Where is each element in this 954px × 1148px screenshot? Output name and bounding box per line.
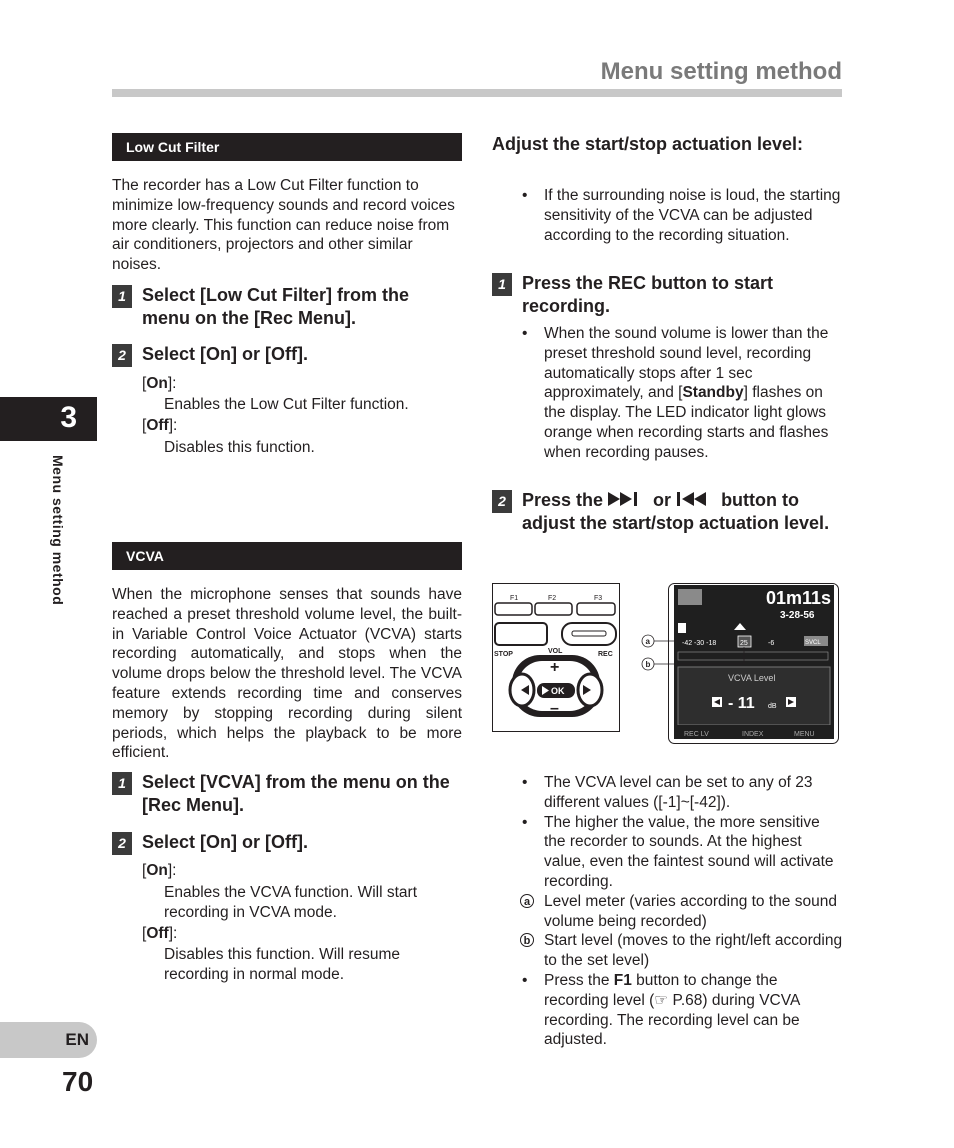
plus-glyph: +	[550, 659, 560, 676]
language-tab	[0, 1022, 97, 1058]
vcva-off-desc: Disables this function. Will resume recording in normal mode.	[164, 946, 401, 983]
meter-scale-label: -42 -30 -18	[682, 640, 717, 647]
meter-mark-label: 25	[740, 640, 748, 647]
vcva-off-label: [Off]:	[142, 925, 178, 942]
f2-key-label: F2	[548, 595, 557, 602]
recorder-buttons-illustration	[492, 583, 620, 732]
section-heading-low-cut: Low Cut Filter	[112, 133, 462, 161]
step-number: 1	[492, 273, 512, 296]
vol-label: VOL	[548, 648, 563, 655]
f3-key-label: F3	[594, 595, 603, 602]
meter-scale-right: -6	[768, 640, 775, 647]
language-label: EN	[65, 1030, 89, 1049]
list-item: • When the sound volume is lower than the preset threshold sound level, recording automatically stops after 1 sec approximately, and [Standby] flashes on the display. The LED indicator light glows orange when recording starts and flashes when recording pauses.	[522, 325, 829, 461]
step-number: 2	[492, 490, 512, 513]
rec-label: REC	[598, 651, 613, 658]
fast-forward-icon	[608, 491, 648, 507]
menu-value: - 11	[728, 695, 755, 712]
callout-b: b	[645, 660, 651, 669]
list-item: • The higher the value, the more sensitive the recorder to sounds. At the highest value, even the faintest sound will activate recording.	[522, 813, 834, 890]
chapter-label	[50, 455, 70, 635]
step-text: Select [Low Cut Filter] from the menu on the [Rec Menu].	[142, 285, 410, 328]
vcva-on-desc: Enables the VCVA function. Will start recording in VCVA mode.	[164, 884, 417, 921]
ok-label: OK	[551, 686, 565, 696]
display-date: 3-28-56	[780, 610, 815, 621]
intro-bullets	[520, 186, 842, 245]
softkey-rec-lv: REC LV	[684, 731, 709, 738]
low-cut-off-label: [Off]:	[142, 417, 178, 434]
section-heading-vcva: VCVA	[112, 542, 462, 570]
softkey-index: INDEX	[742, 731, 764, 738]
list-item: • If the surrounding noise is loud, the starting sensitivity of the VCVA can be adjusted according to the recording situation.	[522, 187, 841, 244]
step-text: Select [VCVA] from the menu on the [Rec Menu].	[142, 772, 450, 815]
right-step-1	[492, 272, 832, 317]
vcva-notes	[520, 773, 844, 1050]
display-time: 01m11s	[766, 588, 832, 608]
step-number: 1	[112, 285, 132, 308]
stop-label: STOP	[494, 651, 513, 658]
display-screen-illustration	[640, 583, 840, 744]
chapter-label-text: Menu setting method	[50, 455, 66, 606]
step1-bullets	[520, 324, 844, 463]
callout-a-mark: a	[520, 894, 534, 908]
step-text: Select [On] or [Off].	[142, 832, 309, 852]
list-item: • The VCVA level can be set to any of 23 different values ([-1]~[-42]).	[522, 774, 813, 811]
vcva-step-2	[112, 831, 452, 855]
low-cut-on-label: [On]:	[142, 375, 177, 392]
menu-title: VCVA Level	[728, 673, 776, 683]
rewind-icon	[676, 491, 716, 507]
step-number: 1	[112, 772, 132, 795]
step-number: 2	[112, 344, 132, 367]
right-step-2	[492, 489, 837, 534]
header-rule	[112, 89, 842, 97]
softkey-menu: MENU	[794, 731, 815, 738]
low-cut-on-desc: Enables the Low Cut Filter function.	[164, 396, 409, 413]
step-text: Press the REC button to start recording.	[522, 273, 774, 316]
callout-b-mark: b	[520, 933, 534, 947]
list-item: a Level meter (varies according to the sound volume being recorded)	[520, 892, 844, 932]
minus-glyph: –	[550, 700, 559, 717]
list-item: b Start level (moves to the right/left according to the set level)	[520, 931, 844, 971]
low-cut-step-2	[112, 343, 452, 367]
step-text: Select [On] or [Off].	[142, 344, 309, 364]
vcva-on-label: [On]:	[142, 862, 177, 879]
display-badge: SVCL	[805, 640, 821, 646]
low-cut-off-desc: Disables this function.	[164, 439, 315, 456]
step-text: Press the or button to adjust the start/stop actuation level.	[522, 490, 830, 533]
low-cut-step-1	[112, 284, 452, 329]
chapter-tab	[0, 397, 97, 441]
vcva-intro: When the microphone senses that sounds have reached a preset threshold volume level, the built-in Variable Control Voice Actuator (VCVA) starts recording automatically, and stops when the volume drops below the threshold level. The VCVA feature extends recording time and conserves memory by stopping recording during silent periods, which helps the playback to be more efficient.	[112, 586, 462, 762]
menu-unit: dB	[768, 703, 777, 710]
callout-a: a	[645, 637, 650, 646]
page-header-title: Menu setting method	[600, 58, 842, 85]
list-item: • Press the F1 button to change the recording level (☞ P.68) during VCVA recording. The recording level can be adjusted.	[522, 971, 800, 1049]
chapter-number: 3	[60, 401, 77, 434]
f1-key-label: F1	[510, 595, 519, 602]
vcva-step-1	[112, 771, 452, 816]
page-number: 70	[62, 1066, 94, 1097]
step-number: 2	[112, 832, 132, 855]
adjust-heading: Adjust the start/stop actuation level:	[492, 134, 804, 154]
low-cut-intro: The recorder has a Low Cut Filter function to minimize low-frequency sounds and record voices more clearly. This function can reduce noise from air conditioners, projectors and other similar noises.	[112, 177, 455, 274]
